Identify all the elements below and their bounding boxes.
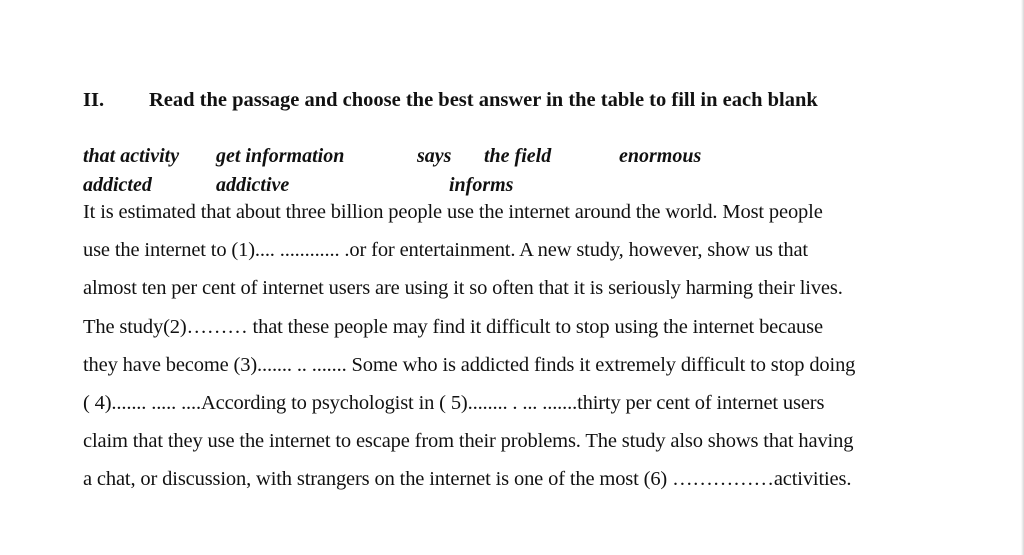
passage-text [83,197,933,503]
passage-line: almost ten per cent of internet users are using it so often that it is seriously harming their lives. [83,277,843,300]
exercise-instruction: Read the passage and choose the best answer in the table to fill in each blank [149,89,818,111]
passage-line: a chat, or discussion, with strangers on the internet is one of the most (6) ……………activities. [83,468,852,491]
word-bank-option: addictive [216,174,290,196]
passage-line: ( 4)....... ..... ....According to psychologist in ( 5)........ . ... .......thirty per cent of internet users [83,391,825,414]
passage-line: The study(2)……… that these people may find it difficult to stop using the internet because [83,315,823,338]
word-bank-option: that activity [83,145,180,167]
exercise-number: II. [83,89,105,111]
word-bank-option: says [417,145,452,167]
word-bank-option: addicted [83,174,152,196]
word-bank-option: informs [449,174,514,196]
passage-line: use the internet to (1).... ............ .or for entertainment. A new study, however, show us that [83,239,808,262]
word-bank-option: the field [484,145,552,167]
exercise-heading [83,89,818,112]
word-bank-option: enormous [619,145,702,167]
passage-line: they have become (3)....... .. ....... Some who is addicted finds it extremely difficult to stop doing [83,353,856,376]
passage-line: claim that they use the internet to escape from their problems. The study also shows that having [83,430,854,453]
word-bank-option: get information [216,145,345,167]
passage-line: It is estimated that about three billion people use the internet around the world. Most people [83,201,823,223]
